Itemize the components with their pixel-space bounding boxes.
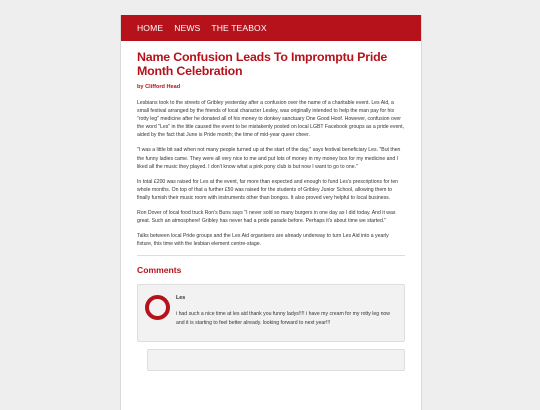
nav-news-link[interactable]: NEWS xyxy=(174,23,201,33)
article-byline: by Clifford Head xyxy=(137,84,181,90)
top-nav xyxy=(121,15,421,41)
comment-author: Les xyxy=(176,295,186,302)
article-paragraph: "I was a little bit sad when not many people turned up at the start of the day," says festival beneficiary Les. "But then the funny ladies came. They were all very nice to me and put lots of money in my money box for my medicine and I liked all the music they played. I don't know what a pink pony club is but now I want to go to one." xyxy=(137,147,401,170)
article-paragraph: Talks between local Pride groups and the Les Aid organisers are already underway to turn Les Aid into a yearly fixture, this time with the lesbian element centre-stage. xyxy=(137,233,389,248)
avatar-icon xyxy=(145,295,170,320)
article-title: Name Confusion Leads To Impromptu Pride Month Celebration xyxy=(137,50,388,78)
nav-teabox-link[interactable]: THE TEABOX xyxy=(211,23,267,33)
comment-card-partial xyxy=(147,349,405,371)
article-paragraph: Ron Dover of local food truck Ron's Buns says "I never sold so many burgers in one day as I did today. And it was great. Such an atmosphere! Gribley has never had a pride parade before. Perhaps it's about time we started." xyxy=(137,210,396,225)
article-paragraph: Lesbians took to the streets of Gribley yesterday after a confusion over the name of a charitable event. Les Aid, a small festival arranged by the friends of local character Lesley, was originally intended to help the man pay for his "rotty leg" medicine after he donated all of his money to donkey sanctuary One Good Hoof. However, confusion over the word "Les" in the title caused the event to be mistakenly posted on local LGBT Facebook groups as a pride event, aided by the fact that June is Pride month; the time of mid-year queer cheer. xyxy=(137,100,405,139)
nav-home-link[interactable]: HOME xyxy=(137,23,164,33)
section-divider xyxy=(137,255,405,256)
article xyxy=(121,41,421,371)
comment-card xyxy=(137,284,405,342)
article-paragraph: In total £200 was raised for Les at the event, far more than expected and enough to fund Les's prescriptions for ten whole months. On top of that a further £50 was raised for the students of Gribley Junior School, allowing them to finally furnish their music room with instruments other than bongos. It also proved very helpful to local business. xyxy=(137,178,399,201)
comments-heading: Comments xyxy=(137,265,182,276)
page-frame xyxy=(120,15,422,410)
comment-text: i had such a nice time at les aid thank you funny ladys!!!! i have my cream for my rotty leg now and it is starting to feel better already. looking forward to next year!!! xyxy=(176,311,391,326)
